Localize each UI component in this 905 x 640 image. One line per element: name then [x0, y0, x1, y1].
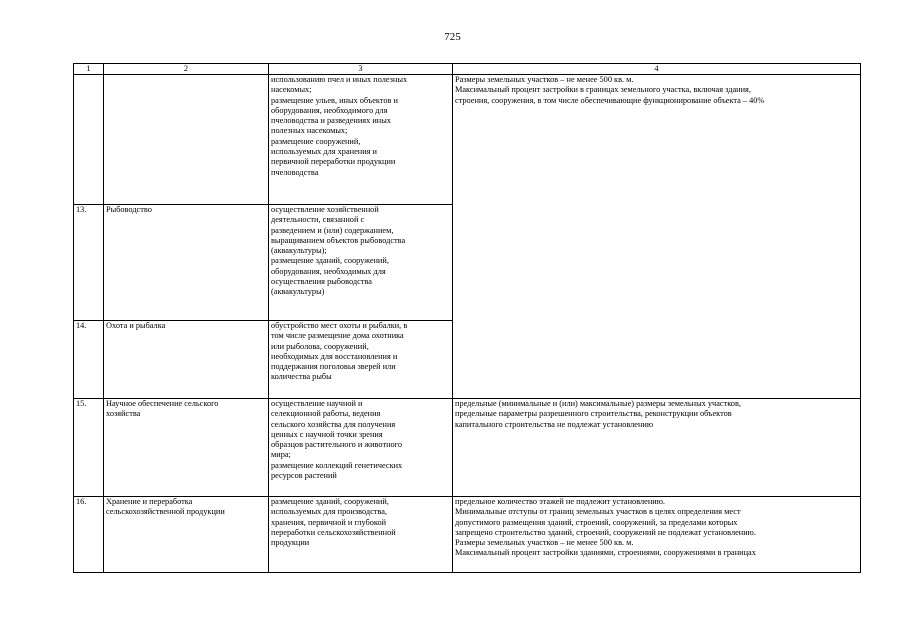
row-params-cell: предельные (минимальные и (или) максимальные) размеры земельных участков, предельные параметры разрешенного строительства, реконструкции объектов капитального строительства не подлежат установлению — [453, 399, 861, 497]
row-number-cell: 13. — [74, 205, 104, 321]
column-header-4: 4 — [453, 64, 861, 75]
column-header-1: 1 — [74, 64, 104, 75]
row-name-cell — [104, 75, 269, 205]
row-description-cell: обустройство мест охоты и рыбалки, в том числе размещение дома охотника или рыболова, сооружений, необходимых для восстановления и поддержания поголовья зверей или количества рыбы — [269, 321, 453, 399]
row-name-cell: Хранение и переработка сельскохозяйственной продукции — [104, 497, 269, 573]
row-description-cell: размещение зданий, сооружений, используемых для производства, хранения, первичной и глубокой переработки сельскохозяйственной продукции — [269, 497, 453, 573]
row-description-cell: осуществление хозяйственной деятельности, связанной с разведением и (или) содержанием, выращиванием объектов рыбоводства (аквакультуры); размещение зданий, сооружений, оборудования, необходимых для осуществления рыбоводства (аквакультуры) — [269, 205, 453, 321]
row-params-cell: Размеры земельных участков – не менее 500 кв. м. Максимальный процент застройки в границах земельного участка, включая здания, строения, сооружения, в том числе обеспечивающие функционирование объекта – 40% — [453, 75, 861, 399]
row-number-cell: 15. — [74, 399, 104, 497]
row-description-cell: использованию пчел и иных полезных насекомых; размещение ульев, иных объектов и оборудования, необходимого для пчеловодства и разведениях иных полезных насекомых; размещение сооружений, используемых для хранения и первичной переработки продукции пчеловодства — [269, 75, 453, 205]
row-name-cell: Охота и рыбалка — [104, 321, 269, 399]
row-number-cell: 14. — [74, 321, 104, 399]
row-name-cell: Рыбоводство — [104, 205, 269, 321]
column-header-3: 3 — [269, 64, 453, 75]
row-number-cell: 16. — [74, 497, 104, 573]
table-header-row — [74, 64, 861, 75]
column-header-2: 2 — [104, 64, 269, 75]
row-number-cell — [74, 75, 104, 205]
table-row — [74, 399, 861, 497]
land-use-table — [73, 63, 861, 573]
row-name-cell: Научное обеспечение сельского хозяйства — [104, 399, 269, 497]
row-description-cell: осуществление научной и селекционной работы, ведения сельского хозяйства для получения ценных с научной точки зрения образцов растительного и животного мира; размещение коллекций генетических ресурсов растений — [269, 399, 453, 497]
table-row — [74, 497, 861, 573]
table-row — [74, 75, 861, 205]
page-number: 725 — [444, 31, 461, 43]
row-params-cell: предельное количество этажей не подлежит установлению. Минимальные отступы от границ земельных участков в целях определения мест допустимого размещения зданий, строений, сооружений, за пределами которых запрещено строительство зданий, строений, сооружений не подлежат установлению. Размеры земельных участков – не менее 500 кв. м. Максимальный процент застройки зданиями, строениями, сооружениями в границах — [453, 497, 861, 573]
